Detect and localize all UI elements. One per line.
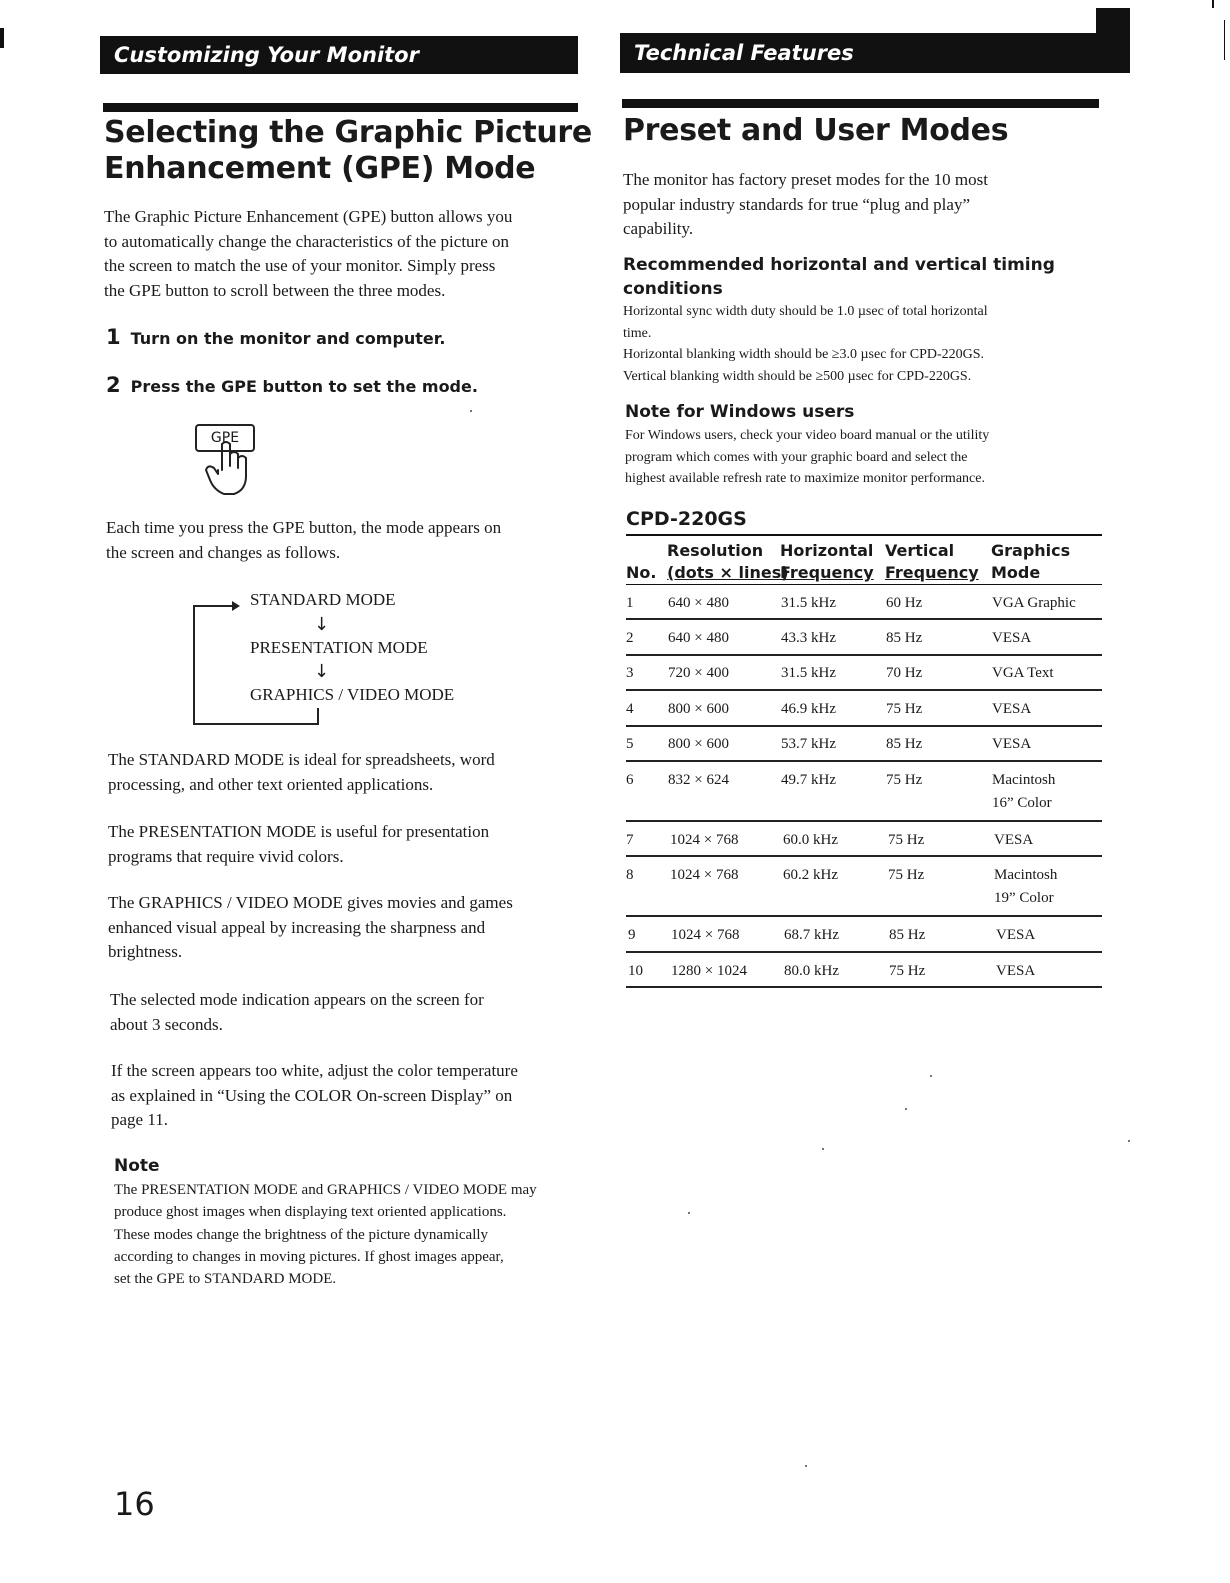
step-text: Press the GPE button to set the mode. [130,377,478,396]
cell-horizontal: 80.0 kHz [784,963,839,979]
step-1 [106,325,445,349]
cell-no: 8 [626,867,634,883]
header-line: Graphics [991,541,1071,560]
row-rule [626,689,1102,691]
color-temperature-paragraph [111,1059,518,1133]
col-header-vertical [885,540,979,584]
cell-mode: Macintosh [994,867,1058,883]
cell-mode: VESA [992,736,1032,752]
cell-vertical: 75 Hz [888,832,925,848]
scan-edge-mark [1224,20,1225,60]
cell-resolution: 1024 × 768 [670,867,739,883]
presentation-mode-description [108,820,489,869]
cell-horizontal: 31.5 kHz [781,595,836,611]
banner-tab [1096,8,1130,38]
cell-horizontal: 60.0 kHz [783,832,838,848]
header-line: Vertical [885,541,955,560]
mode-cycle-line [193,605,233,607]
text-line: The GRAPHICS / VIDEO MODE gives movies and games [108,893,513,912]
scan-speck [905,1108,907,1110]
text-line: programs that require vivid colors. [108,846,344,866]
windows-users-heading: Note for Windows users [625,402,855,422]
row-rule [626,654,1102,656]
each-time-paragraph [106,516,501,565]
text-line: the GPE button to scroll between the three modes. [104,280,446,300]
cell-resolution: 640 × 480 [668,630,729,646]
text-line: according to changes in moving pictures. If ghost images appear, [114,1248,504,1265]
header-line: Mode [991,563,1041,582]
cell-horizontal: 46.9 kHz [781,701,836,717]
section-title-preset-modes: Preset and User Modes [623,113,1009,148]
text-line: Horizontal sync width duty should be 1.0 µsec of total horizontal [623,304,988,319]
heading-rule [622,99,1099,108]
row-rule [626,951,1102,953]
text-line: The PRESENTATION MODE and GRAPHICS / VIDEO MODE may [114,1182,537,1198]
table-header-rule [626,584,1102,585]
cell-mode: VESA [992,701,1032,717]
scan-speck [805,1465,807,1467]
step-text: Turn on the monitor and computer. [130,329,446,348]
standard-mode-description [108,748,495,797]
scan-speck [688,1212,690,1214]
graphics-mode-description [108,891,513,965]
text-line: For Windows users, check your video board manual or the utility [625,428,990,443]
row-rule [626,725,1102,727]
mode-graphics-video-label: GRAPHICS / VIDEO MODE [250,685,455,704]
text-line: The monitor has factory preset modes for the 10 most [623,170,988,189]
title-line: Enhancement (GPE) Mode [104,151,536,186]
cell-no: 2 [626,630,634,646]
note-body [114,1179,537,1290]
text-line: the screen and changes as follows. [106,542,341,562]
cell-mode: VESA [992,630,1032,646]
col-header-graphics-mode [991,540,1070,584]
cell-resolution: 1280 × 1024 [671,963,747,979]
header-line: No. [626,563,657,582]
text-line: Horizontal blanking width should be ≥3.0 µsec for CPD-220GS. [623,347,985,362]
text-line: processing, and other text oriented applications. [108,774,434,794]
text-line: The Graphic Picture Enhancement (GPE) button allows you [104,207,513,226]
text-line: The selected mode indication appears on the screen for [110,990,484,1009]
timing-conditions-text [623,301,988,387]
section-banner-technical: Technical Features [620,33,1130,73]
text-line: about 3 seconds. [110,1014,223,1034]
arrow-right-icon [232,601,240,611]
cell-resolution: 720 × 400 [668,665,729,681]
scan-speck [930,1075,932,1077]
gpe-button-label: GPE [210,430,240,446]
cell-mode: Macintosh [992,772,1056,788]
text-line: popular industry standards for true “plug and play” [623,194,970,214]
text-line: highest available refresh rate to maximize monitor performance. [625,471,985,486]
text-line: If the screen appears too white, adjust the color temperature [111,1061,518,1080]
cell-vertical: 70 Hz [886,665,923,681]
row-rule [626,855,1102,857]
cell-no: 6 [626,772,634,788]
cell-no: 3 [626,665,634,681]
col-header-resolution [667,540,789,584]
text-line: Vertical blanking width should be ≥500 µsec for CPD-220GS. [623,368,972,384]
cell-no: 1 [626,595,634,611]
table-top-rule [626,534,1102,536]
cell-vertical: 60 Hz [886,595,923,611]
section-banner-customizing: Customizing Your Monitor [100,36,578,74]
mode-standard-label: STANDARD MODE [250,590,396,609]
cell-mode: VGA Text [992,665,1054,681]
cell-mode: VESA [996,963,1036,979]
text-line: to automatically change the characteristics of the picture on [104,231,509,251]
text-line: the screen to match the use of your monitor. Simply press [104,256,496,275]
cell-no: 10 [628,963,643,979]
row-rule [626,820,1102,822]
timing-conditions-heading [623,253,1055,301]
cell-mode: VGA Graphic [992,595,1076,611]
text-line: page 11. [111,1110,168,1129]
scan-speck [822,1148,824,1150]
row-rule [626,760,1102,762]
header-line: Frequency [885,563,979,582]
table-bottom-rule [626,986,1102,988]
note-heading: Note [114,1156,160,1176]
text-line: These modes change the brightness of the picture dynamically [114,1226,489,1243]
cell-mode: VESA [994,832,1034,848]
cell-horizontal: 49.7 kHz [781,772,836,788]
windows-users-text [625,425,989,490]
row-rule [626,915,1102,917]
title-line: Selecting the Graphic Picture [104,115,592,150]
page-number: 16 [114,1485,155,1523]
cell-horizontal: 68.7 kHz [784,927,839,943]
col-header-no [626,562,656,584]
cell-resolution: 832 × 624 [668,772,729,788]
cell-mode: VESA [996,927,1036,943]
step-number: 1 [106,325,121,349]
header-line: Resolution [667,541,764,560]
heading-rule [103,103,578,112]
heading-line: Recommended horizontal and vertical timing [623,255,1055,275]
text-line: produce ghost images when displaying text oriented applications. [114,1204,507,1221]
header-line: Horizontal [780,541,874,560]
cell-resolution: 1024 × 768 [671,927,740,943]
pressing-finger-icon [196,440,266,498]
preset-intro-paragraph [623,168,988,242]
cell-no: 9 [628,927,636,943]
cell-resolution: 800 × 600 [668,701,729,717]
header-line: Frequency [780,563,874,582]
cell-horizontal: 43.3 kHz [781,630,836,646]
mode-indication-description [110,988,484,1037]
gpe-intro-paragraph [104,205,512,303]
cell-no: 4 [626,701,634,717]
cell-no: 7 [626,832,634,848]
text-line: Each time you press the GPE button, the mode appears on [106,518,502,537]
col-header-horizontal [780,540,874,584]
cell-resolution: 1024 × 768 [670,832,739,848]
text-line: time. [623,325,652,341]
cell-resolution: 640 × 480 [668,595,729,611]
model-name: CPD-220GS [626,508,747,530]
step-number: 2 [106,373,121,397]
text-line: program which comes with your graphic board and select the [625,449,968,465]
scan-edge-mark [0,28,4,48]
scan-edge-mark [1212,0,1214,8]
cell-vertical: 75 Hz [886,701,923,717]
scan-speck [470,410,472,412]
header-line: (dots × lines) [667,563,789,582]
cell-resolution: 800 × 600 [668,736,729,752]
text-line: capability. [623,219,694,238]
text-line: brightness. [108,942,183,961]
text-line: The PRESENTATION MODE is useful for presentation [108,822,490,841]
arrow-down-icon: ↓ [314,661,330,682]
text-line: enhanced visual appeal by increasing the sharpness and [108,917,486,937]
page-title-gpe [104,115,592,187]
text-line: as explained in “Using the COLOR On-screen Display” on [111,1085,513,1105]
step-2 [106,373,478,397]
cell-vertical: 75 Hz [889,963,926,979]
cell-mode-detail: 16” Color [992,795,1052,811]
cell-vertical: 75 Hz [886,772,923,788]
heading-line: conditions [623,279,723,299]
row-rule [626,618,1102,620]
text-line: The STANDARD MODE is ideal for spreadsheets, word [108,750,495,769]
text-line: set the GPE to STANDARD MODE. [114,1271,337,1288]
scan-speck [1128,1140,1130,1142]
cell-vertical: 75 Hz [888,867,925,883]
cell-vertical: 85 Hz [889,927,926,943]
mode-cycle-loop [193,605,319,725]
cell-vertical: 85 Hz [886,630,923,646]
cell-vertical: 85 Hz [886,736,923,752]
cell-mode-detail: 19” Color [994,890,1054,906]
arrow-down-icon: ↓ [314,614,330,635]
mode-cycle-line [317,708,319,725]
mode-presentation-label: PRESENTATION MODE [250,638,428,657]
cell-horizontal: 60.2 kHz [783,867,838,883]
cell-horizontal: 53.7 kHz [781,736,836,752]
cell-horizontal: 31.5 kHz [781,665,836,681]
cell-no: 5 [626,736,634,752]
